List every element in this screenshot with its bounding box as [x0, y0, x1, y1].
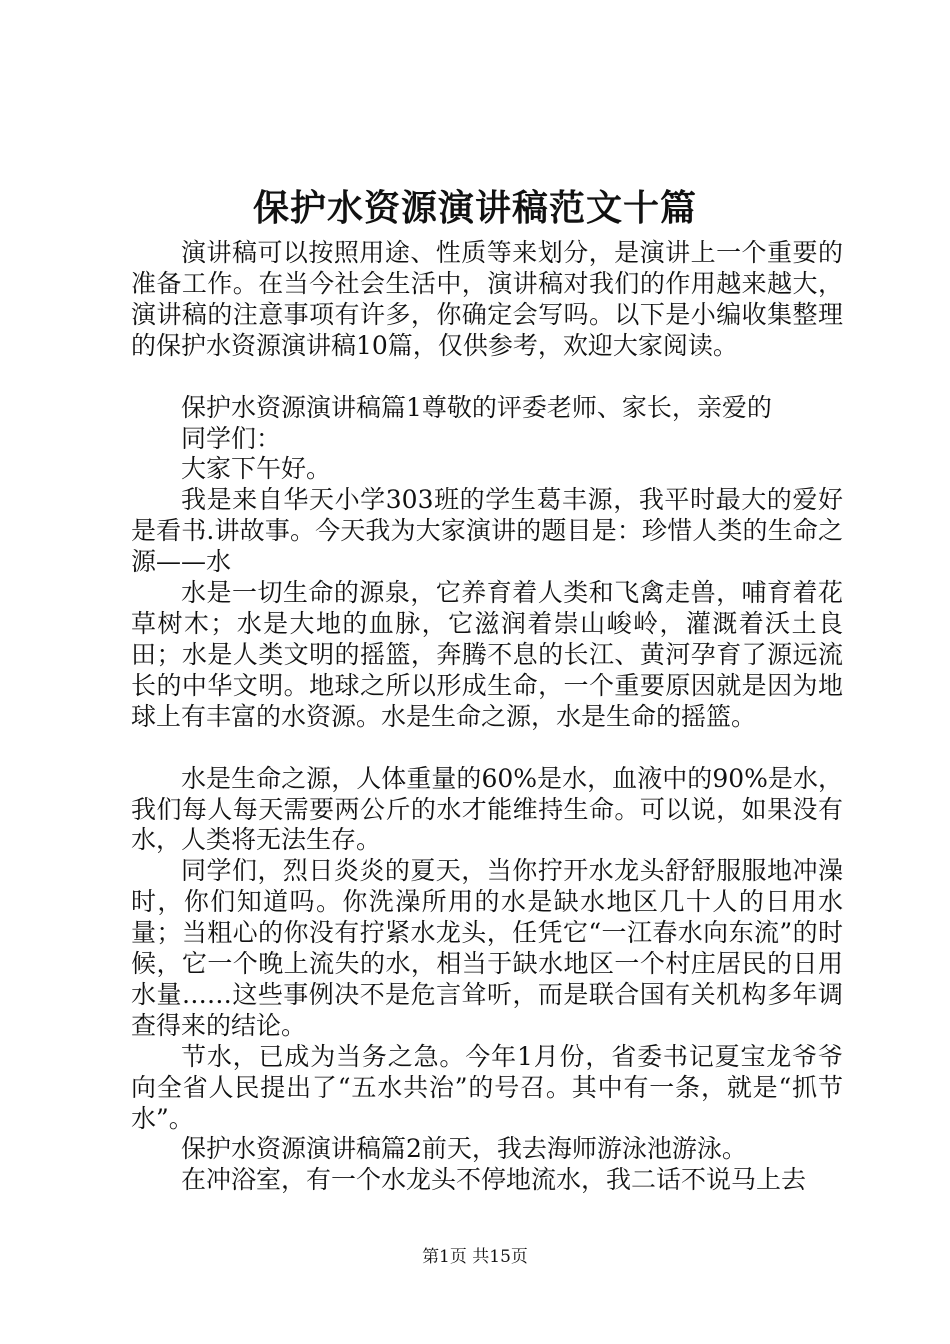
speech-heading-1: 保护水资源演讲稿篇1尊敬的评委老师、家长，亲爱的 — [181, 392, 772, 422]
summer-shower-paragraph: 同学们，烈日炎炎的夏天，当你拧开水龙头舒舒服服地冲澡时，你们知道吗。你洗澡所用的水是缺水地区几十人的日用水量；当粗心的你没有拧紧水龙头，任凭它“一江春水向东流”的时候，它一个晚上流失的水，相当于缺水地区一个村庄居民的日用水量……这些事例决不是危言耸听，而是联合国有关机构多年调查得来的结论。 — [131, 856, 843, 1040]
water-source-paragraph: 水是一切生命的源泉，它养育着人类和飞禽走兽，哺育着花草树木；水是大地的血脉，它滋润着崇山峻岭，灌溉着沃土良田；水是人类文明的摇篮，奔腾不息的长江、黄河孕育了源远流长的中华文明。地球之所以形成生命，一个重要原因就是因为地球上有丰富的水资源。水是生命之源，水是生命的摇篮。 — [131, 578, 843, 731]
speech-heading-2: 保护水资源演讲稿篇2前天，我去海师游泳池游泳。 — [181, 1134, 747, 1164]
document-title: 保护水资源演讲稿范文十篇 — [252, 187, 697, 229]
water-saving-paragraph: 节水，已成为当务之急。今年1月份，省委书记夏宝龙爷爷向全省人民提出了“五水共治”的号召。其中有一条，就是“抓节水”。 — [131, 1041, 843, 1133]
water-body-paragraph: 水是生命之源，人体重量的60%是水，血液中的90%是水，我们每人每天需要两公斤的水才能维持生命。可以说，如果没有水，人类将无法生存。 — [131, 763, 843, 855]
self-introduction-paragraph: 我是来自华天小学303班的学生葛丰源，我平时最大的爱好是看书.讲故事。今天我为大家演讲的题目是：珍惜人类的生命之源——水 — [131, 485, 843, 577]
document-body — [131, 238, 843, 1196]
greeting-paragraph: 大家下午好。 — [181, 454, 332, 484]
intro-paragraph: 演讲稿可以按照用途、性质等来划分，是演讲上一个重要的准备工作。在当今社会生活中，演讲稿对我们的作用越来越大，演讲稿的注意事项有许多，你确定会写吗。以下是小编收集整理的保护水资源演讲稿10篇，仅供参考，欢迎大家阅读。 — [131, 238, 843, 360]
shower-room-paragraph: 在冲浴室，有一个水龙头不停地流水，我二话不说马上去 — [181, 1165, 807, 1195]
salutation-paragraph: 同学们： — [181, 423, 282, 453]
page-number-footer: 第1页 共15页 — [422, 1247, 528, 1267]
